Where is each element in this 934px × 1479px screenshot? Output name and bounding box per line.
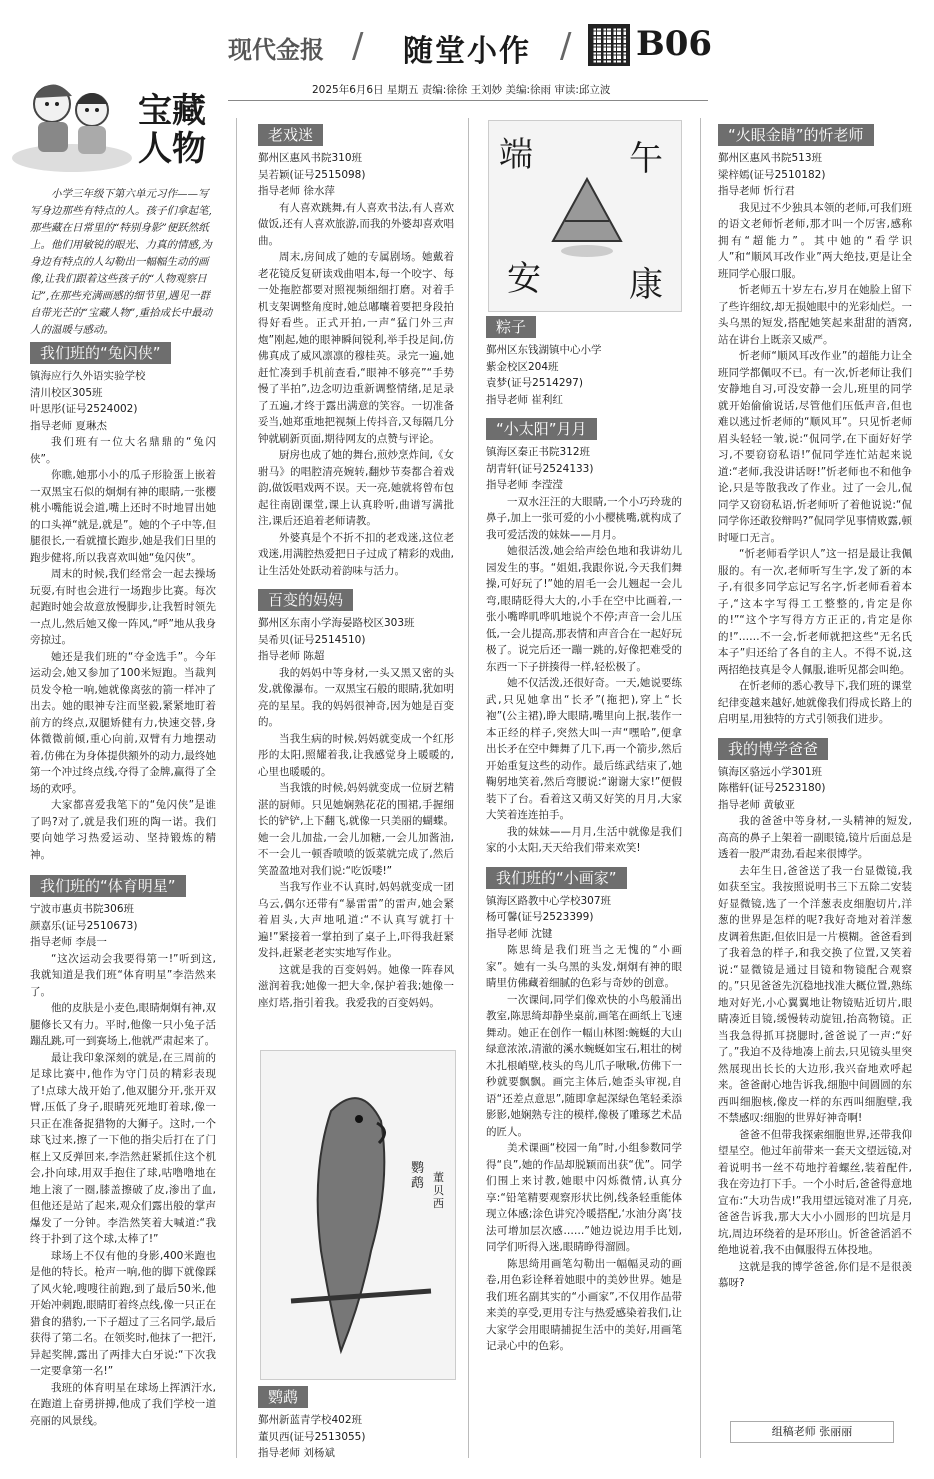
- article-teacher: 指导老师 李晨一: [30, 936, 107, 948]
- article-school: 鄞州区惠风书院310班: [258, 152, 363, 164]
- paragraph: 她还是我们班的“夺金选手”。今年运动会,她又参加了100米短跑。当裁判员发令枪一响,她就像离弦的箭一样冲了出去。她的眼神专注而坚毅,紧紧地盯着前方的终点,双腿矫健有力,快速交替,身体微微前倾,重心向前,双臂有力地摆动着,仿佛在为身体提供额外的动力,最终她第一个冲过终点线,夺得了金牌,赢得了全场的欢呼。: [30, 650, 216, 795]
- paragraph: 最让我印象深刻的就是,在三周前的足球比赛中,他作为守门员的精彩表现了!点球大战开始了,他双腿分开,张开双臂,压低了身子,眼睛死死地盯着球,像一只正在准备捉猎物的大狮子。这时,一个球飞过来,擦了一下他的指尖后打在了门框上又反弹回来,李浩然赶紧抓住这个机会,扑向球,用双手抱住了球,咕噜噜地在地上滚了一圈,膝盖擦破了皮,渗出了血,但他还是站了起来,观众们露出般的掌声爆发了一分钟。李浩然笑着大喊道:“我终于扑到了这个球,太棒了!”: [30, 1051, 216, 1245]
- paper-name: 现代金报: [228, 35, 324, 64]
- article-author: 杨可馨(证号2523399): [486, 911, 594, 923]
- paragraph: 一双水汪汪的大眼睛,一个小巧玲珑的鼻子,加上一张可爱的小小樱桃嘴,就构成了我可爱活泼的妹妹——月月。: [486, 495, 682, 541]
- paragraph: 厨房也成了她的舞台,煎炒烹炸间,《女驸马》的唱腔清亮婉转,翻炒节奏都合着戏韵,做饭唱戏两不误。天一亮,她就将曾布包起往南剧课堂,课上认真聆听,曲谱写满批注,课后还追着老师请教。: [258, 449, 454, 527]
- article-school: 鄞州区东钱湖镇中心小学: [486, 344, 602, 356]
- article-school: 镇海区秦正书院312班: [486, 446, 591, 458]
- column-divider: [236, 118, 237, 1458]
- article-author: 吴希贝(证号2514510): [258, 633, 366, 646]
- article-teacher: 指导老师 黄敏亚: [718, 798, 795, 811]
- article-school: 镇海应行久外语实验学校: [30, 370, 146, 382]
- article-heading: 鹦鹉: [258, 1386, 308, 1408]
- article-heading: 我的博学爸爸: [718, 738, 828, 760]
- paragraph: 我班的体育明星在球场上挥洒汗水,在跑道上奋勇拼搏,他成了我们学校一道亮丽的风景线。: [30, 1381, 216, 1427]
- parrot-image-signature: 董贝西: [433, 1171, 444, 1210]
- page-number: B06: [636, 24, 713, 64]
- column-divider: [468, 118, 469, 1458]
- paragraph: 我们班有一位大名鼎鼎的“兔闪侠”。: [30, 436, 216, 465]
- column-1: [30, 336, 216, 1429]
- info-line: 2025年6月6日 星期五 责编:徐徐 王刘妙 美编:徐雨 审读:邱立波: [312, 84, 611, 96]
- slash-divider: /: [560, 26, 572, 66]
- column-2: [258, 118, 454, 1011]
- paragraph: 爸爸不但带我探索细胞世界,还带我仰望星空。他过年前带来一套天文望远镜,对着说明书一丝不苟地拧着螺丝,装着配件,我在旁边打下手。一个小时后,爸爸得意地宣布:“大功告成!”我用望远镜对准了月亮,爸爸告诉我,那大大小小圆形的凹坑是月坑,周边环绕着的是环形山。忻爸爸滔滔不绝地说着,我不由佩服得五体投地。: [718, 1128, 912, 1256]
- zongzi-char: 午: [629, 139, 663, 179]
- zongzi-char: 康: [629, 265, 663, 305]
- article-heading: 百变的妈妈: [258, 589, 353, 611]
- cartoon-kids-icon: [10, 58, 140, 178]
- zongzi-drawing: [488, 120, 682, 312]
- article-heading: “小太阳”月月: [486, 418, 597, 440]
- article-heading: 老戏迷: [258, 124, 323, 146]
- paragraph: 我的妈妈中等身材,一头又黑又密的头发,就像瀑布。一双黑宝石般的眼睛,犹如明亮的星星。我的妈妈很神奇,因为她是百变的。: [258, 666, 454, 728]
- article-author: 叶思彤(证号2524002): [30, 403, 138, 415]
- paragraph: 他的皮肤是小麦色,眼睛炯炯有神,双腿修长又有力。平时,他像一只小兔子活蹦乱跳,可一到赛场上,他就严肃起来了。: [30, 1002, 216, 1047]
- article-author: 袁梦(证号2514297): [486, 377, 583, 389]
- article-author: 吴若颖(证号2515098): [258, 168, 366, 181]
- badge-title: 宝藏人物: [138, 91, 206, 169]
- article-school: 宁波市惠贞书院306班: [30, 903, 135, 915]
- article-author: 梁梓嫣(证号2510182): [718, 168, 826, 181]
- slash-divider: /: [352, 26, 364, 66]
- paragraph: 当我写作业不认真时,妈妈就变成一团乌云,偶尔还带有“暴雷雷”的雷声,她会紧着眉头,大声地吼道:“不认真写就打十遍!”紧接着一掌拍到了桌子上,吓得我赶紧发抖,赶紧老老实实地写作业。: [258, 881, 454, 959]
- paragraph: 在忻老师的悉心教导下,我们班的课堂纪律变越来越好,她就像我们得成长路上的启明星,用独特的方式引领我们进步。: [718, 680, 912, 725]
- paragraph: 去年生日,爸爸送了我一台显微镜,我如获至宝。我按照说明书三下五除二安装好显微镜,选了一个洋葱表皮细胞切片,洋葱的世界是怎样的呢?我好奇地对着洋葱皮调着焦距,但依旧是一片模糊。爸爸看到了我着急的样子,和我交换了位置,又笑着说:“显微镜是通过目镜和物镜配合观察的。”只见爸爸先沉稳地找准大概位置,熟练地对好光,小心翼翼地让物镜贴近切片,眼睛凑近目镜,缓慢转动旋钮,抬高物镜。正当我急得抓耳挠腮时,爸爸说了一声:“好了。”我迫不及待地凑上前去,只见镜头里突然展现出长长的大边形,我兴奋地欢呼起来。爸爸耐心地告诉我,细胞中间圆圆的东西叫细胞核,像皮一样的东西叫细胞壁,我不禁感叹:细胞的世界好神奇啊!: [718, 864, 912, 1124]
- article-author: 陈楷轩(证号2523180): [718, 782, 826, 794]
- paragraph: 你瞧,她那小小的瓜子形脸蛋上嵌着一双黑宝石似的炯炯有神的眼睛,一张樱桃小嘴能说会道,嘴上还时不时地冒出她的口头禅“就是,就是”。她的个子中等,但腿很长,一看就擅长跑步,她是我们日里的跑步健将,所以我喜欢叫她“兔闪侠”。: [30, 469, 216, 564]
- paragraph: 我的妹妹——月月,生活中就像是我们家的小太阳,天天给我们带来欢笑!: [486, 825, 682, 854]
- paragraph: 她很活泼,她会给声绘色地和我讲幼儿园发生的事。“姐姐,我跟你说,今天我们舞操,可好玩了!”她的眉毛一会儿翘起一会儿弯,眼睛眨得大大的,小手在空中比画着,一张小嘴哗叽哗叽地说个不停;声音一会儿压低,一会儿提高,那表情和声音合在一起好玩极了。说完后还一蹦一跳的,好像把难受的东西一下子拼揍得一样,轻松极了。: [486, 545, 682, 673]
- article-author: 董贝西(证号2513055): [258, 1430, 366, 1443]
- article-school: 镇海区路教中心学校307班: [486, 894, 612, 907]
- paragraph: 外婆真是个不折不扣的老戏迷,这位老戏迷,用满腔热爱把日子过成了精彩的戏曲,让生活处处跃动着韵味与活力。: [258, 531, 454, 577]
- paragraph: 忻老师“顺风耳改作业”的超能力让全班同学都佩叹不已。有一次,忻老师让我们安静地自习,可没安静一会儿,班里的同学就开始偷偷说话,尽管他们压低声音,但也难以逃过忻老师的“顺风耳”。只见忻老师眉头轻轻一皱,说:“侃同学,在下面好好学习,不要窃窃私语!”侃同学连忙站起来说道:“老师,我没讲话呀!”忻老师也不和他争论,只是等散我改了作业。过了一会儿,侃同学又窃窃私语,忻老师听了着他说说:“侃同学你还敢狡辩吗?”侃同学见事情败露,顿时哑口无言。: [718, 350, 912, 544]
- paragraph: 这就是我的博学爸爸,你们是不是很羡慕呀?: [718, 1260, 912, 1289]
- paragraph: 当我饿的时候,妈妈就变成一位厨艺精湛的厨师。只见她娴熟花花的围裙,手握细长的铲铲,上下翻飞,就像一只美丽的蝴蝶。她一会儿加盐,一会儿加糖,一会儿加酱油,不一会儿一顿香喷喷的饭菜就完成了,然后笑盈盈地对我们说:“吃饭喽!”: [258, 782, 454, 877]
- zongzi-char: 端: [499, 135, 533, 175]
- paragraph: 周末,房间成了她的专属剧场。她戴着老花镜反复研读戏曲唱本,每一个咬字、每一处拖腔都要对照视频细细打磨。对着手机支架调整角度时,她总嘟囔着要把身段拍得好看些。正式开拍,一声“猛门外三声炮”刚起,她的眼神瞬间锐利,举手投足间,仿佛真成了威风凛凛的穆桂英。录完一遍,她赶忙凑到手机前查看,“眼神不够亮”“手势慢了半拍”,边念叨边重新调整情绪,足足录了五遍,才终于露出满意的笑容。一切准备妥当,她郑重地把视频上传抖音,又每隔几分钟就刷新页面,期待网友的点赞与评论。: [258, 251, 454, 445]
- article-school: 镇海区骆远小学301班: [718, 765, 823, 778]
- article-heading: 我们班的“小画家”: [486, 867, 627, 889]
- article-school: 鄞州新蓝青学校402班: [258, 1414, 363, 1426]
- paragraph: “这次运动会我要得第一!”听到这,我就知道是我们班“体育明星”李浩然来了。: [30, 952, 216, 998]
- article-heading: 粽子: [486, 316, 536, 338]
- parrot-drawing: [260, 1050, 456, 1380]
- column-divider: [700, 118, 701, 1458]
- article-heading: 我们班的“体育明星”: [30, 875, 186, 897]
- intro-text: 小学三年级下第六单元习作——写写身边那些有特点的人。孩子们拿起笔,那些藏在日常里的“特别身影”便跃然纸上。他们用敏锐的眼光、力真的情感,为身边有特点的人勾勒出一幅幅生动的画像,让我们跟着这些孩子的“人物观察日记”,在那些充满画感的细节里,遇见一群自带光芒的“宝藏人物”,重拾成长中最动人的温暖与感动。: [30, 188, 213, 336]
- column-3: [486, 310, 682, 1355]
- article-teacher: 指导老师 崔利红: [486, 393, 563, 406]
- article-author: 胡青轩(证号2524133): [486, 462, 594, 475]
- paragraph: 我见过不少独具本领的老师,可我们班的语文老师忻老师,那才叫一个厉害,感称拥有“超能力”。其中她的“看学识人”和“顺风耳改作业”两大绝技,更是让全班同学心服口服。: [718, 201, 912, 280]
- article-teacher: 指导老师 李滢滢: [486, 479, 563, 491]
- paragraph: “忻老师看学识人”这一招是最让我佩服的。有一次,老师听写生字,发了新的本子,有很多同学忘记写名字,忻老师看着本子,“这本字写得工工整整的,肯定是你的!”“这个字写得方方正正的,肯定是你的!”……不一会,忻老师就把这些“无名氏本子”归还给了各自的主人。不得不说,这两招绝技真是令人佩服,谁听见都会叫绝。: [718, 548, 912, 676]
- paragraph: 这就是我的百变妈妈。她像一阵春风滋润着我;她像一把大伞,保护着我;她像一座灯塔,指引着我。我爱我的百变妈妈。: [258, 963, 454, 1009]
- article-teacher: 指导老师 刘杨斌: [258, 1447, 335, 1459]
- zongzi-icon: [545, 171, 629, 261]
- paragraph: 大家都喜爱我笔下的“兔闪侠”是谁了吗?对了,就是我们班的陶一诺。我们要向她学习热爱运动、坚持锻炼的精神。: [30, 799, 216, 861]
- article-teacher: 指导老师 徐水萍: [258, 185, 335, 197]
- paragraph: 当我生病的时候,妈妈就变成一个红彤彤的太阳,照耀着我,让我感觉身上暖暖的,心里也暖暖的。: [258, 732, 454, 778]
- zongzi-char: 安: [507, 259, 541, 299]
- editor-credit: 组稿老师 张丽丽: [730, 1421, 894, 1443]
- column-4: [718, 118, 912, 1292]
- paragraph: 美术课画“校园一角”时,小组参数同学得“良”,她的作品却脱颖而出获“优”。同学们围上来讨教,她眼中闪烁微情,认真分享:“铅笔精要观察形状比例,线条轻重能体现立体感;涂色讲究冷暖搭配,‘水油分离’技法可增加层次感……”她边说边用手比划,同学们听得入迷,眼睛睁得溜圆。: [486, 1142, 682, 1253]
- paragraph: 忻老师五十岁左右,岁月在她脸上留下了些许细纹,却无损她眼中的光彩灿烂。一头乌黑的短发,搭配她笑起来甜甜的酒窝,站在讲台上既亲又威严。: [718, 284, 912, 346]
- article-school: 鄞州区东南小学海晏路校区303班: [258, 617, 415, 629]
- article-school: 鄞州区惠风书院513班: [718, 152, 823, 164]
- qr-code-icon: [588, 24, 630, 66]
- header-rule: [228, 100, 708, 101]
- page-title: 随堂小作: [403, 34, 531, 69]
- parrot-credits: [258, 1380, 454, 1462]
- parrot-icon: [261, 1051, 455, 1379]
- paragraph: 她不仅活泼,还很好奇。一天,她说要练武,只见她拿出“长矛”(拖把),穿上“长袍”(公主裙),睁大眼睛,嘴里向上抿,装作一本正经的样子,突然大叫一声“嘿哈”,便拿出长矛在空中舞舞了几下,再一个箭步,然后开始重复这些的动作。最后练武结束了,她鞠躬地笑着,然后弯腰说:“谢谢大家!”便假装下了台。看着这又萌又好笑的月月,大家大笑着连连拍手。: [486, 677, 682, 821]
- paragraph: 我的爸爸中等身材,一头精神的短发,高高的鼻子上架着一副眼镜,镜片后面总是透着一股严肃劲,看起来很博学。: [718, 815, 912, 860]
- article-author: 颜嘉乐(证号2510673): [30, 919, 138, 932]
- paragraph: 球场上不仅有他的身影,400米跑也是他的特长。枪声一响,他的脚下就像踩了风火轮,嗖嗖往前跑,到了最后50米,他开始冲刺跑,眼睛盯着终点线,像一只正在猎食的猎豹,一下子超过了三名同学,最后获得了第二名。在领奖时,他抹了一把汗,异起奖牌,露出了两排大白牙说:“下次我一定要拿第一名!”: [30, 1249, 216, 1377]
- paragraph: 陈思绮用画笔勾勒出一幅幅灵动的画卷,用色彩诠释着她眼中的美妙世界。她是我们班名副其实的“小画家”,不仅用作品带来美的享受,更用专注与热爱感染着我们,让大家学会用眼睛捕捉生活中的美好,用画笔记录心中的色彩。: [486, 1257, 682, 1352]
- article-teacher: 指导老师 夏琳杰: [30, 419, 107, 432]
- paragraph: 陈思绮是我们班当之无愧的“小画家”。她有一头乌黑的头发,炯炯有神的眼睛里仿佛藏着细腻的色彩与奇妙的创意。: [486, 944, 682, 989]
- article-campus: 清川校区305班: [30, 386, 103, 399]
- article-heading: “火眼金睛”的忻老师: [718, 124, 874, 146]
- article-teacher: 指导老师 沈键: [486, 927, 553, 940]
- paragraph: 周末的时候,我们经常会一起去操场玩耍,有时也会进行一场跑步比赛。每次起跑时她会故意放慢脚步,让我暂时领先一点儿,然后她又像一阵风,“呼”地从我身旁掠过。: [30, 568, 216, 646]
- paragraph: 一次课间,同学们像欢快的小鸟般涌出教室,陈思绮却静坐桌前,画笔在画纸上飞速舞动。她正在创作一幅山林图:蜿蜒的大山绿意浓浓,清澈的溪水蜿蜒如宝石,粗壮的树木扎根峭壁,枝头的鸟儿爪子啾啾,仿佛下一秒就要飘飘。画完主体后,她歪头审视,自语“还差点意思”,随即拿起深绿色笔轻柔添影影,她娴熟专注的模样,像极了雕琢艺术品的匠人。: [486, 993, 682, 1138]
- article-teacher: 指导老师 陈超: [258, 650, 325, 662]
- article-heading: 我们班的“兔闪侠”: [30, 342, 171, 364]
- article-teacher: 指导老师 忻行君: [718, 185, 795, 197]
- article-class: 紫金校区204班: [486, 360, 559, 373]
- paragraph: 有人喜欢跳舞,有人喜欢书法,有人喜欢做饭,还有人喜欢旅游,而我的外婆却喜欢唱曲。: [258, 201, 454, 247]
- parrot-image-label: 鹦鹉: [411, 1161, 425, 1191]
